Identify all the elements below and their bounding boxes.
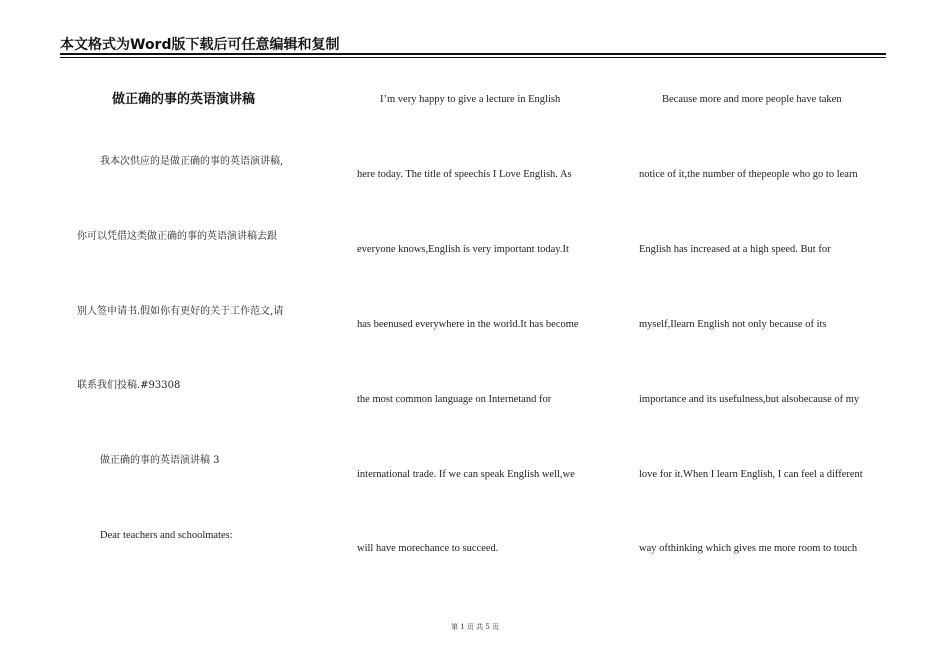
document-header bbox=[60, 34, 886, 54]
paragraph-line: Because more and more people have taken bbox=[662, 94, 842, 105]
paragraph-line: myself,Ilearn English not only because of its bbox=[639, 319, 827, 330]
paragraph-line: 我本次供应的是做正确的事的英语演讲稿, bbox=[100, 156, 284, 167]
paragraph-line: love for it.When I learn English, I can feel a different bbox=[639, 469, 863, 480]
paragraph-line: everyone knows,English is very important today.It bbox=[357, 244, 569, 255]
paragraph-line: notice of it,the number of thepeople who go to learn bbox=[639, 169, 858, 180]
paragraph-line: international trade. If we can speak English well,we bbox=[357, 469, 575, 480]
page-number-footer: 第 1 页 共 5 页 bbox=[450, 623, 500, 631]
header-rule-thick bbox=[60, 53, 886, 55]
section-heading: 做正确的事的英语演讲稿 3 bbox=[100, 455, 220, 466]
paragraph-line: importance and its usefulness,but alsobecause of my bbox=[639, 394, 860, 405]
salutation-line: Dear teachers and schoolmates: bbox=[100, 530, 233, 541]
header-rule-thin bbox=[60, 57, 886, 58]
paragraph-line: will have morechance to succeed. bbox=[357, 543, 499, 554]
paragraph-line: 你可以凭借这类做正确的事的英语演讲稿去跟 bbox=[77, 231, 277, 242]
paragraph-line: has beenused everywhere in the world.It has become bbox=[357, 319, 579, 330]
paragraph-line: the most common language on Internetand for bbox=[357, 394, 552, 405]
paragraph-line: way ofthinking which gives me more room to touch bbox=[639, 543, 858, 554]
document-title: 做正确的事的英语演讲稿 bbox=[112, 92, 256, 107]
paragraph-line: I’m very happy to give a lecture in English bbox=[380, 94, 561, 105]
paragraph-line: 别人签申请书.假如你有更好的关于工作范文,请 bbox=[77, 306, 284, 317]
header-title: 本文格式为Word版下载后可任意编辑和复制 bbox=[60, 37, 340, 53]
paragraph-line: here today. The title of speechis I Love English. As bbox=[357, 169, 572, 180]
paragraph-line: 联系我们投稿.#93308 bbox=[77, 380, 181, 391]
paragraph-line: English has increased at a high speed. But for bbox=[639, 244, 831, 255]
